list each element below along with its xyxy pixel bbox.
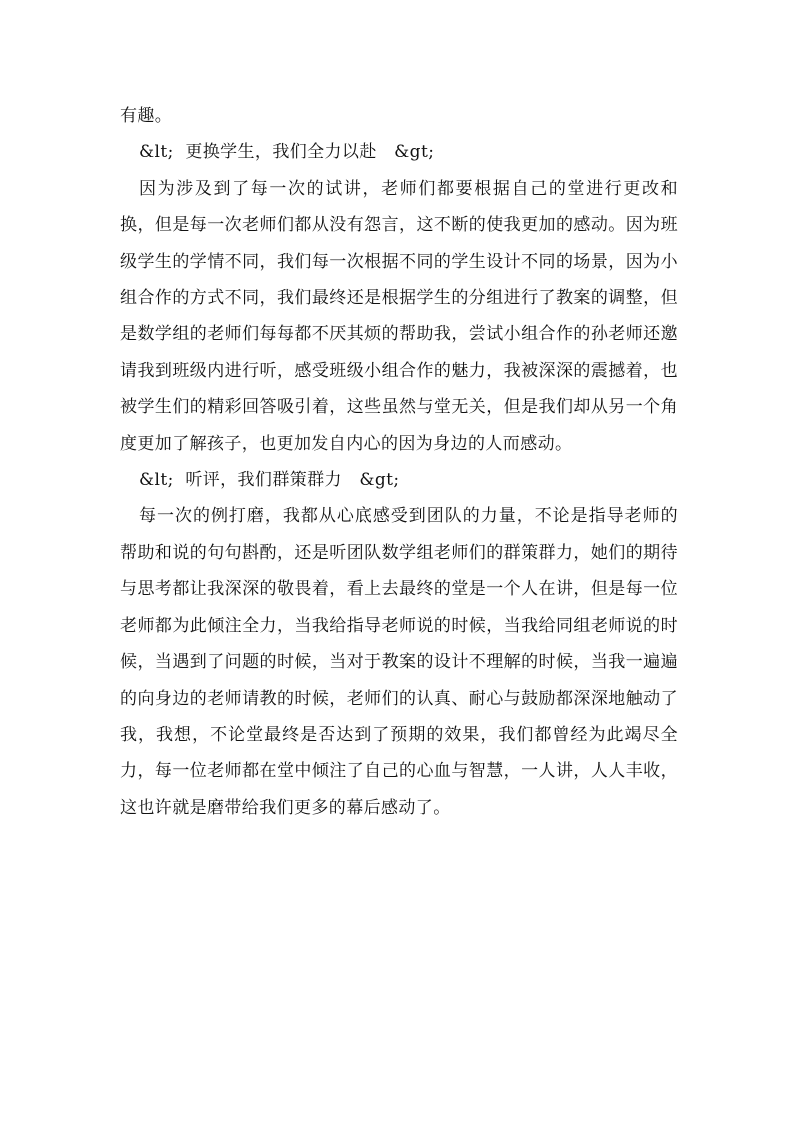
paragraph-trial-lectures: 因为涉及到了每一次的试讲，老师们都要根据自己的堂进行更改和换，但是每一次老师们都从没有怨言，这不断的使我更加的感动。因为班级学生的学情不同，我们每一次根据不同的学生设计不同的场景，因为小组合作的方式不同，我们最终还是根据学生的分组进行了教案的调整，但是数学组的老师们每每都不厌其烦的帮助我，尝试小组合作的孙老师还邀请我到班级内进行听，感受班级小组合作的魅力，我被深深的震撼着，也被学生们的精彩回答吸引着，这些虽然与堂无关，但是我们却从另一个角度更加了解孩子，也更加发自内心的因为身边的人而感动。: [120, 178, 678, 454]
paragraph-team-effort: 每一次的例打磨，我都从心底感受到团队的力量，不论是指导老师的帮助和说的句句斟酌，还是听团队数学组老师们的群策群力，她们的期待与思考都让我深深的敬畏着，看上去最终的堂是一个人在讲，但是每一位老师都为此倾注全力，当我给指导老师说的时候，当我给同组老师说的时候，当遇到了问题的时候，当对于教案的设计不理解的时候，当我一遍遍的向身边的老师请教的时候，老师们的认真、耐心与鼓励都深深地触动了我，我想，不论堂最终是否达到了预期的效果，我们都曾经为此竭尽全力，每一位老师都在堂中倾注了自己的心血与智慧，一人讲，人人丰收，这也许就是磨带给我们更多的幕后感动了。: [120, 506, 678, 818]
section-heading-change-students: &lt; 更换学生，我们全力以赴 &gt;: [139, 142, 435, 163]
document-page: [120, 98, 678, 826]
paragraph-continuation: 有趣。: [120, 106, 173, 126]
section-heading-listen-evaluate: &lt; 听评，我们群策群力 &gt;: [139, 470, 400, 491]
